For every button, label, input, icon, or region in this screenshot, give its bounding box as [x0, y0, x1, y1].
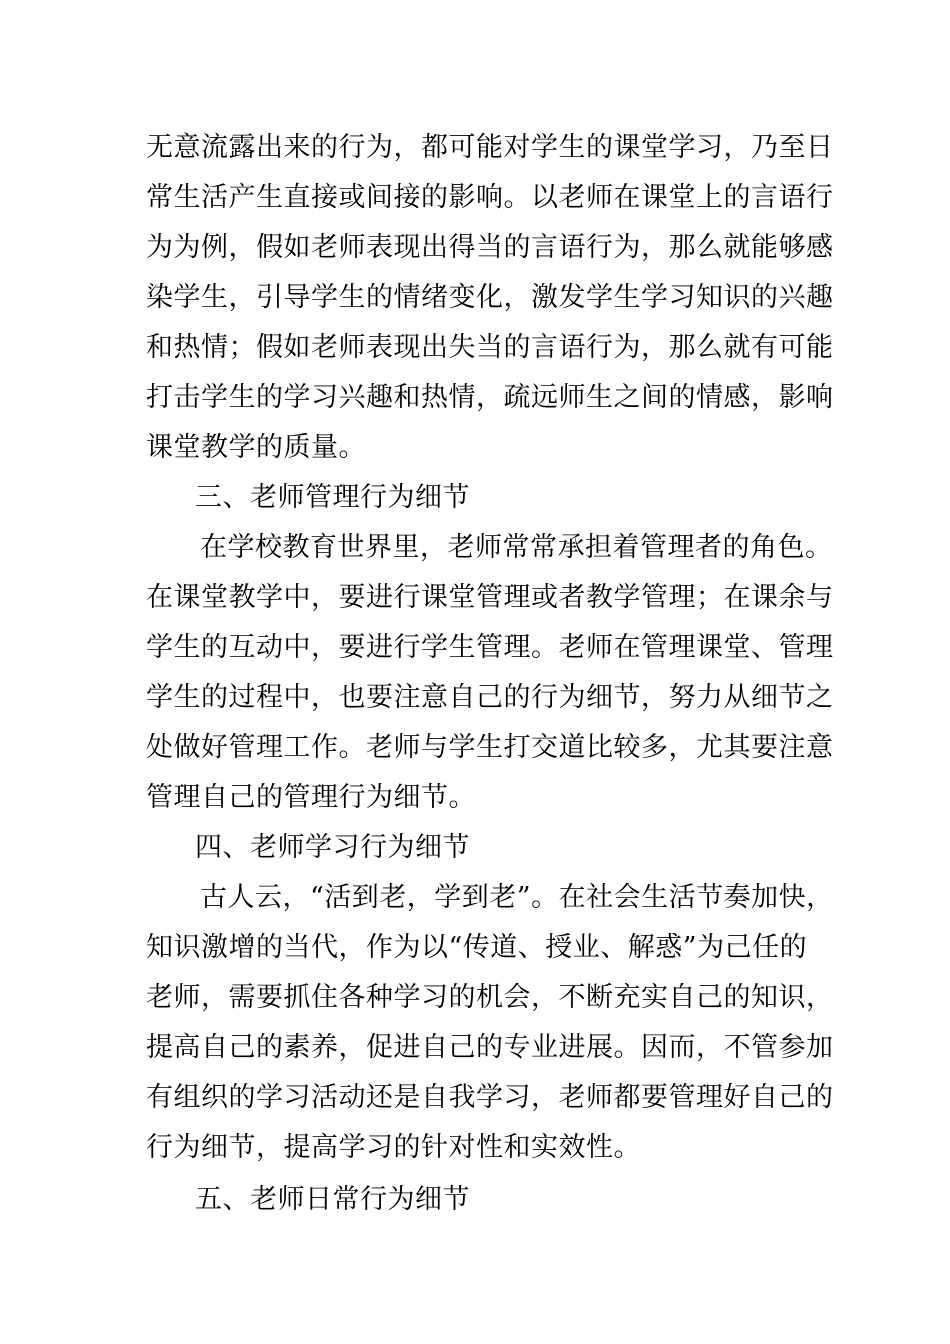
paragraph-line: 处做好管理工作。老师与学生打交道比较多，尤其要注意: [146, 732, 834, 763]
paragraph-line: 有组织的学习活动还是自我学习，老师都要管理好自己的: [146, 1082, 834, 1113]
paragraph-line: 古人云，“活到老，学到老”。在社会生活节奏加快，: [200, 882, 834, 913]
paragraph-line: 常生活产生直接或间接的影响。以老师在课堂上的言语行: [146, 182, 834, 213]
paragraph-line: 行为细节，提高学习的针对性和实效性。: [146, 1132, 641, 1163]
paragraph-line: 在课堂教学中，要进行课堂管理或者教学管理；在课余与: [146, 582, 834, 613]
paragraph-line: 为为例，假如老师表现出得当的言语行为，那么就能够感: [146, 232, 834, 263]
section-heading-4: 四、老师学习行为细节: [195, 832, 470, 863]
paragraph-line: 学生的过程中，也要注意自己的行为细节，努力从细节之: [146, 682, 834, 713]
paragraph-line: 管理自己的管理行为细节。: [146, 782, 476, 813]
paragraph-line: 染学生，引导学生的情绪变化，激发学生学习知识的兴趣: [146, 282, 834, 313]
section-heading-5: 五、老师日常行为细节: [195, 1184, 470, 1215]
paragraph-line: 和热情；假如老师表现出失当的言语行为，那么就有可能: [146, 332, 834, 363]
paragraph-line: 打击学生的学习兴趣和热情，疏远师生之间的情感，影响: [146, 382, 834, 413]
paragraph-line: 学生的互动中，要进行学生管理。老师在管理课堂、管理: [146, 632, 834, 663]
paragraph-line: 知识激增的当代，作为以“传道、授业、解惑”为己任的: [146, 932, 808, 963]
paragraph-line: 在学校教育世界里，老师常常承担着管理者的角色。: [200, 532, 833, 563]
section-heading-3: 三、老师管理行为细节: [195, 482, 470, 513]
paragraph-line: 提高自己的素养，促进自己的专业进展。因而，不管参加: [146, 1032, 834, 1063]
paragraph-line: 无意流露出来的行为，都可能对学生的课堂学习，乃至日: [146, 132, 834, 163]
paragraph-line: 老师，需要抓住各种学习的机会，不断充实自己的知识，: [146, 982, 834, 1013]
paragraph-line: 课堂教学的质量。: [146, 432, 366, 463]
